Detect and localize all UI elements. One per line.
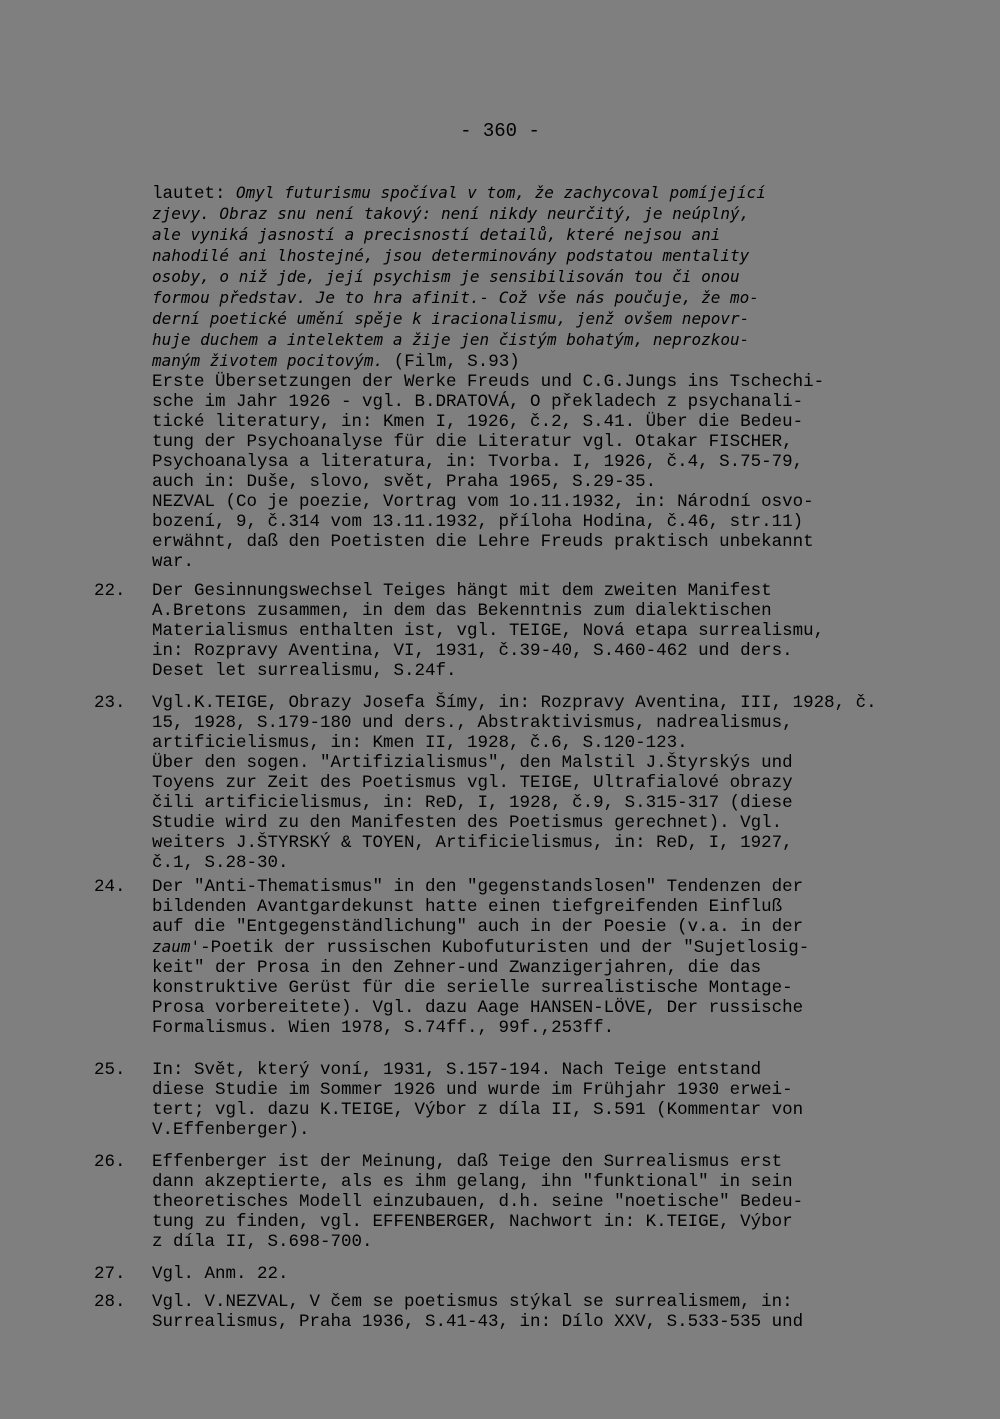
text-line — [152, 351, 824, 372]
text-line — [152, 793, 877, 813]
text-line — [152, 225, 824, 246]
note-text — [152, 877, 809, 1038]
text-span: Materialismus enthalten ist, vgl. TEIGE, Nová etapa surrealismu, — [152, 621, 825, 641]
text-line — [152, 833, 877, 853]
text-span: V.Effenberger). — [152, 1120, 310, 1140]
text-line — [152, 267, 824, 288]
note-text — [152, 1292, 803, 1332]
text-line — [152, 693, 877, 713]
text-span: Surrealismus, Praha 1936, S.41-43, in: Dílo XXV, S.533-535 und — [152, 1312, 804, 1332]
text-line — [152, 309, 824, 330]
text-span: (Film, S.93) — [383, 352, 520, 372]
text-span: Deset let surrealismu, S.24f. — [152, 661, 457, 681]
text-span: Vgl.K.TEIGE, Obrazy Josefa Šímy, in: Rozpravy Aventina, III, 1928, č. — [152, 693, 877, 713]
text-span: lautet: — [152, 184, 237, 204]
text-line — [152, 552, 824, 572]
text-line — [152, 661, 824, 681]
text-line — [152, 813, 877, 833]
text-span: Effenberger ist der Meinung, daß Teige den Surrealismus erst — [152, 1152, 783, 1172]
italic-quote: huje duchem a intelektem a žije jen čistým bohatým, neprozkou- — [152, 330, 750, 349]
text-span: 15, 1928, S.179-180 und ders., Abstraktivismus, nadrealismus, — [152, 713, 793, 733]
text-line — [152, 733, 877, 753]
text-span: Toyens zur Zeit des Poetismus vgl. TEIGE, Ultrafialové obrazy — [152, 773, 793, 793]
text-span: theoretisches Modell einzubauen, d.h. seine "noetische" Bedeu- — [152, 1192, 804, 1212]
text-line — [152, 1292, 803, 1312]
text-span: Vgl. Anm. 22. — [152, 1264, 289, 1284]
text-line — [152, 581, 824, 601]
text-span: tert; vgl. dazu K.TEIGE, Výbor z díla II, S.591 (Kommentar von — [152, 1100, 804, 1120]
text-line — [152, 246, 824, 267]
text-span: č.1, S.28-30. — [152, 853, 289, 873]
text-span: war. — [152, 552, 195, 572]
text-line — [152, 1080, 803, 1100]
note-text — [152, 1152, 803, 1252]
text-span: Über den sogen. "Artifizialismus", den Malstil J.Štyrskýs und — [152, 753, 793, 773]
note-number: 23. — [94, 693, 126, 713]
text-line — [152, 853, 877, 873]
italic-quote: derní poetické umění spěje k iracionalismu, jenž ovšem nepovr- — [152, 309, 750, 328]
note-number: 28. — [94, 1292, 126, 1312]
text-line — [152, 998, 809, 1018]
text-line — [152, 641, 824, 661]
text-line — [152, 1192, 803, 1212]
note-number: 26. — [94, 1152, 126, 1172]
text-line — [152, 621, 824, 641]
note-text — [152, 693, 877, 873]
text-line — [152, 452, 824, 472]
text-span: Formalismus. Wien 1978, S.74ff., 99f.,253ff. — [152, 1018, 615, 1038]
text-line — [152, 330, 824, 351]
text-line — [152, 1120, 803, 1140]
text-line — [152, 392, 824, 412]
text-line — [152, 288, 824, 309]
text-line — [152, 183, 824, 204]
text-line — [152, 412, 824, 432]
text-span: Studie wird zu den Manifesten des Poetismus gerechnet). Vgl. — [152, 813, 783, 833]
text-span: NEZVAL (Co je poezie, Vortrag vom 1o.11.1932, in: Národní osvo- — [152, 492, 814, 512]
text-line — [152, 978, 809, 998]
text-line — [152, 937, 809, 958]
text-line — [152, 372, 824, 392]
text-line — [152, 601, 824, 621]
note-text — [152, 581, 824, 681]
page-number: - 360 - — [460, 120, 540, 142]
text-line — [152, 1100, 803, 1120]
text-span: čili artificielismus, in: ReD, I, 1928, č.9, S.315-317 (diese — [152, 793, 793, 813]
text-line — [152, 1152, 803, 1172]
text-span: z díla II, S.698-700. — [152, 1232, 373, 1252]
text-line — [152, 1018, 809, 1038]
text-span: Erste Übersetzungen der Werke Freuds und C.G.Jungs ins Tschechi- — [152, 372, 825, 392]
note-text — [152, 1060, 803, 1140]
text-span: A.Bretons zusammen, in dem das Bekenntnis zum dialektischen — [152, 601, 772, 621]
text-span: -Poetik der russischen Kubofuturisten und der "Sujetlosig- — [200, 938, 810, 958]
text-span: artificielismus, in: Kmen II, 1928, č.6, S.120-123. — [152, 733, 688, 753]
text-line — [152, 753, 877, 773]
text-line — [152, 1172, 803, 1192]
note-text — [152, 1264, 289, 1284]
italic-quote: formou představ. Je to hra afinit.- Což vše nás poučuje, že mo- — [152, 288, 759, 307]
text-span: in: Rozpravy Aventina, VI, 1931, č.39-40, S.460-462 und ders. — [152, 641, 793, 661]
text-line — [152, 713, 877, 733]
text-line — [152, 958, 809, 978]
text-span: Der Gesinnungswechsel Teiges hängt mit dem zweiten Manifest — [152, 581, 772, 601]
text-line — [152, 877, 809, 897]
text-span: diese Studie im Sommer 1926 und wurde im Frühjahr 1930 erwei- — [152, 1080, 793, 1100]
text-line — [152, 1264, 289, 1284]
text-line — [152, 897, 809, 917]
text-span: Vgl. V.NEZVAL, V čem se poetismus stýkal se surrealismem, in: — [152, 1292, 793, 1312]
text-span: tung zu finden, vgl. EFFENBERGER, Nachwort in: K.TEIGE, Výbor — [152, 1212, 793, 1232]
text-line — [152, 1060, 803, 1080]
italic-quote: zjevy. Obraz snu není takový: není nikdy neurčitý, je neúplný, — [152, 204, 750, 223]
text-span: erwähnt, daß den Poetisten die Lehre Freuds praktisch unbekannt — [152, 532, 814, 552]
text-line — [152, 1212, 803, 1232]
text-span: tické literatury, in: Kmen I, 1926, č.2, S.41. Über die Bedeu- — [152, 412, 804, 432]
text-line — [152, 917, 809, 937]
italic-quote: osoby, o niž jde, její psychism je sensibilisován tou či onou — [152, 267, 740, 286]
note-number: 22. — [94, 581, 126, 601]
text-span: bození, 9, č.314 vom 13.11.1932, příloha Hodina, č.46, str.11) — [152, 512, 804, 532]
text-line — [152, 204, 824, 225]
text-line — [152, 432, 824, 452]
note-number: 27. — [94, 1264, 126, 1284]
text-line — [152, 773, 877, 793]
text-span: bildenden Avantgardekunst hatte einen tiefgreifenden Einfluß — [152, 897, 783, 917]
italic-quote: zaum' — [152, 937, 201, 956]
italic-quote: Omyl futurismu spočíval v tom, že zachycoval pomíjející — [236, 183, 766, 202]
text-span: dann akzeptierte, als es ihm gelang, ihn "funktional" in sein — [152, 1172, 793, 1192]
italic-quote: nahodilé ani lhostejné, jsou determinovány podstatou mentality — [152, 246, 750, 265]
text-span: Der "Anti-Thematismus" in den "gegenstandslosen" Tendenzen der — [152, 877, 804, 897]
text-line — [152, 1232, 803, 1252]
text-span: keit" der Prosa in den Zehner-und Zwanzigerjahren, die das — [152, 958, 762, 978]
italic-quote: ale vyniká jasností a precisností detailů, které nejsou ani — [152, 225, 721, 244]
text-span: Psychoanalysa a literatura, in: Tvorba. I, 1926, č.4, S.75-79, — [152, 452, 804, 472]
text-span: auch in: Duše, slovo, svět, Praha 1965, S.29-35. — [152, 472, 657, 492]
text-span: tung der Psychoanalyse für die Literatur vgl. Otakar FISCHER, — [152, 432, 793, 452]
text-line — [152, 492, 824, 512]
text-span: sche im Jahr 1926 - vgl. B.DRATOVÁ, O překladech z psychanali- — [152, 392, 804, 412]
text-span: In: Svět, který voní, 1931, S.157-194. Nach Teige entstand — [152, 1060, 762, 1080]
note-number: 25. — [94, 1060, 126, 1080]
text-line — [152, 512, 824, 532]
text-line — [152, 532, 824, 552]
text-span: auf die "Entgegenständlichung" auch in der Poesie (v.a. in der — [152, 917, 804, 937]
text-span: weiters J.ŠTYRSKÝ & TOYEN, Artificielismus, in: ReD, I, 1927, — [152, 833, 793, 853]
text-span: Prosa vorbereitete). Vgl. dazu Aage HANSEN-LÖVE, Der russische — [152, 998, 804, 1018]
text-line — [152, 1312, 803, 1332]
note-number: 24. — [94, 877, 126, 897]
intro-text — [152, 183, 824, 572]
text-line — [152, 472, 824, 492]
italic-quote: maným životem pocitovým. — [152, 351, 384, 370]
text-span: konstruktive Gerüst für die serielle surrealistische Montage- — [152, 978, 793, 998]
